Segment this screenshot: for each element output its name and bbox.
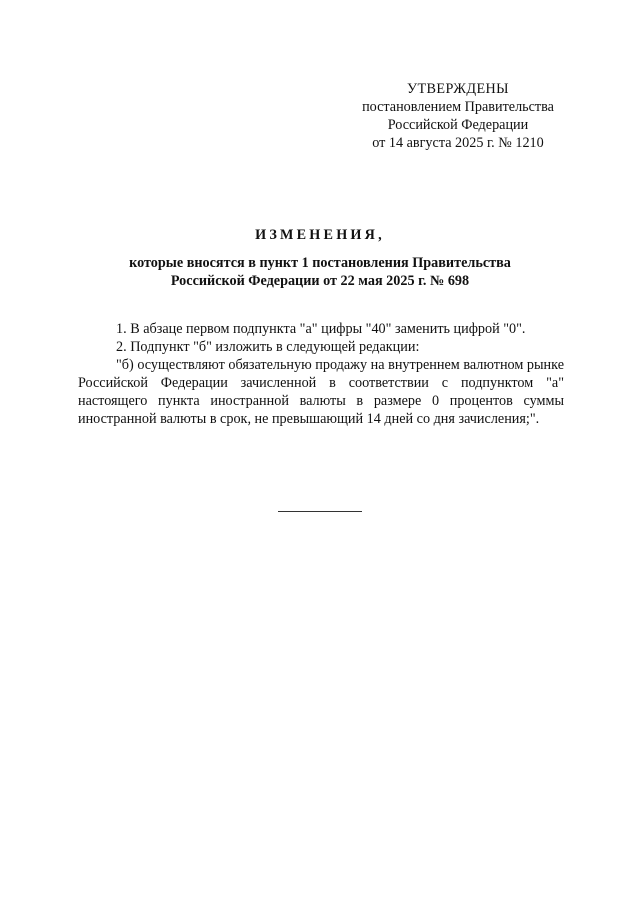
approval-line-2: Российской Федерации — [387, 117, 529, 133]
approval-line-3: от 14 августа 2025 г. № 1210 — [372, 135, 544, 151]
approval-block — [330, 80, 586, 152]
document-subtitle-line-1: которые вносятся в пункт 1 постановления Правительства — [129, 255, 511, 271]
paragraph-3: "б) осуществляют обязательную продажу на внутреннем валютном рынке Российской Федерации зачисленной в соответствии с подпунктом "а" настоящего пункта иностранной валюты в размере 0 процентов суммы иностранной валюты в срок, не превышающий 14 дней со дня зачисления;". — [78, 357, 564, 428]
approval-heading: УТВЕРЖДЕНЫ — [407, 81, 509, 97]
paragraph-1: 1. В абзаце первом подпункта "а" цифры "40" заменить цифрой "0". — [116, 321, 526, 337]
document-body — [78, 320, 564, 429]
document-subtitle-line-2: Российской Федерации от 22 мая 2025 г. № 698 — [170, 273, 470, 289]
paragraph-2: 2. Подпункт "б" изложить в следующей редакции: — [116, 339, 420, 356]
approval-line-1: постановлением Правительства — [362, 99, 554, 115]
end-separator-line — [278, 511, 362, 512]
title-block — [90, 226, 550, 290]
document-title: ИЗМЕНЕНИЯ, — [255, 227, 385, 243]
